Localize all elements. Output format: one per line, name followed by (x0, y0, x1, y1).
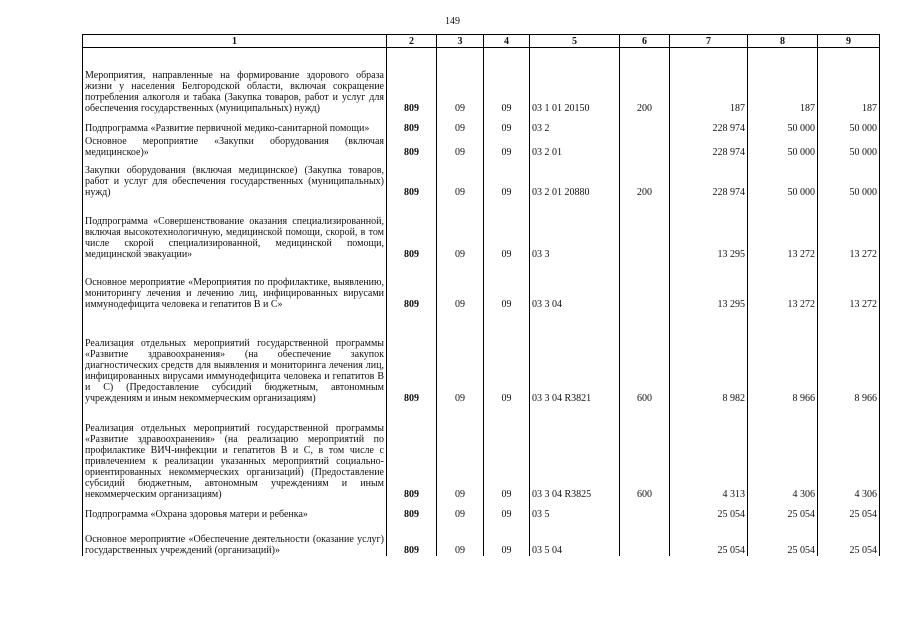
section-code: 09 (437, 122, 484, 134)
section-code: 09 (437, 134, 484, 158)
row-name: Основное мероприятие «Обеспечение деятельности (оказание услуг) государственных учреждений (организаций)» (83, 532, 387, 556)
table-row (83, 332, 880, 404)
column-header: 3 (437, 35, 484, 48)
admin-code: 809 (387, 134, 437, 158)
expense-type (620, 500, 670, 520)
admin-code: 809 (387, 212, 437, 260)
header-row (83, 35, 880, 48)
target-code: 03 5 (530, 500, 620, 520)
amount-year-1: 13 295 (670, 212, 748, 260)
section-code: 09 (437, 212, 484, 260)
column-header: 2 (387, 35, 437, 48)
section-code: 09 (437, 56, 484, 114)
section-code: 09 (437, 532, 484, 556)
amount-year-2: 50 000 (748, 158, 818, 198)
amount-year-2: 50 000 (748, 122, 818, 134)
admin-code: 809 (387, 332, 437, 404)
column-header: 5 (530, 35, 620, 48)
target-code: 03 2 (530, 122, 620, 134)
page-number: 149 (445, 16, 460, 27)
column-header: 7 (670, 35, 748, 48)
column-header: 4 (484, 35, 530, 48)
table-row (83, 158, 880, 198)
subsection-code: 09 (484, 56, 530, 114)
admin-code: 809 (387, 122, 437, 134)
amount-year-2: 13 272 (748, 274, 818, 310)
column-header: 8 (748, 35, 818, 48)
column-header: 6 (620, 35, 670, 48)
amount-year-3: 13 272 (818, 212, 880, 260)
amount-year-3: 13 272 (818, 274, 880, 310)
row-name: Подпрограмма «Развитие первичной медико-санитарной помощи» (83, 122, 387, 134)
amount-year-1: 187 (670, 56, 748, 114)
section-code: 09 (437, 500, 484, 520)
amount-year-2: 8 966 (748, 332, 818, 404)
target-code: 03 2 01 (530, 134, 620, 158)
admin-code: 809 (387, 56, 437, 114)
subsection-code: 09 (484, 274, 530, 310)
expense-type (620, 134, 670, 158)
target-code: 03 3 04 R3825 (530, 416, 620, 500)
section-code: 09 (437, 332, 484, 404)
target-code: 03 5 04 (530, 532, 620, 556)
expense-type: 200 (620, 56, 670, 114)
amount-year-1: 228 974 (670, 158, 748, 198)
admin-code: 809 (387, 416, 437, 500)
expense-type (620, 274, 670, 310)
amount-year-2: 50 000 (748, 134, 818, 158)
column-header: 9 (818, 35, 880, 48)
section-code: 09 (437, 416, 484, 500)
table-row (83, 134, 880, 158)
amount-year-1: 25 054 (670, 500, 748, 520)
section-code: 09 (437, 274, 484, 310)
expense-type: 600 (620, 332, 670, 404)
amount-year-3: 8 966 (818, 332, 880, 404)
amount-year-1: 228 974 (670, 122, 748, 134)
target-code: 03 3 (530, 212, 620, 260)
row-name: Основное мероприятие «Закупки оборудования (включая медицинское)» (83, 134, 387, 158)
row-name: Основное мероприятие «Мероприятия по профилактике, выявлению, мониторингу лечения и лечению лиц, инфицированных вирусами иммунодефицита человека и гепатитов В и С» (83, 274, 387, 310)
subsection-code: 09 (484, 134, 530, 158)
row-name: Реализация отдельных мероприятий государственной программы «Развитие здравоохранения» (на обеспечение закупок диагностических средств для выявления и мониторинга лечения лиц, инфицированных вирусами иммунодефицита человека и гепатитов В и С) (Предоставление субсидий бюджетным, автономным учреждениям и иным некоммерческим организациям) (83, 332, 387, 404)
budget-table (82, 34, 880, 556)
table-row (83, 500, 880, 520)
row-name: Подпрограмма «Совершенствование оказания специализированной, включая высокотехнологичную, медицинской помощи, скорой, в том числе скорой специализированной, медицинской помощи, медицинской эвакуации» (83, 212, 387, 260)
table-row (83, 56, 880, 114)
admin-code: 809 (387, 500, 437, 520)
target-code: 03 2 01 20880 (530, 158, 620, 198)
amount-year-2: 25 054 (748, 532, 818, 556)
target-code: 03 3 04 (530, 274, 620, 310)
subsection-code: 09 (484, 122, 530, 134)
amount-year-2: 4 306 (748, 416, 818, 500)
row-name: Мероприятия, направленные на формирование здорового образа жизни у населения Белгородской области, включая сокращение потребления алкоголя и табака (Закупка товаров, работ и услуг для обеспечения государственных (муниципальных) нужд) (83, 56, 387, 114)
table-row (83, 212, 880, 260)
amount-year-3: 187 (818, 56, 880, 114)
table-row (83, 274, 880, 310)
amount-year-3: 50 000 (818, 158, 880, 198)
amount-year-3: 50 000 (818, 122, 880, 134)
amount-year-1: 4 313 (670, 416, 748, 500)
expense-type: 200 (620, 158, 670, 198)
row-name: Закупки оборудования (включая медицинское) (Закупка товаров, работ и услуг для обеспечения государственных (муниципальных) нужд) (83, 158, 387, 198)
table-row (83, 532, 880, 556)
subsection-code: 09 (484, 158, 530, 198)
row-name: Реализация отдельных мероприятий государственной программы «Развитие здравоохранения» (на реализацию мероприятий по профилактике ВИЧ-инфекции и гепатитов В и С, в том числе с привлечением к реализации указанных мероприятий социально-ориентированных некоммерческих организаций) (Предоставление субсидий бюджетным, автономным учреждениям и иным некоммерческим организациям) (83, 416, 387, 500)
expense-type: 600 (620, 416, 670, 500)
amount-year-1: 25 054 (670, 532, 748, 556)
admin-code: 809 (387, 158, 437, 198)
expense-type (620, 122, 670, 134)
admin-code: 809 (387, 532, 437, 556)
admin-code: 809 (387, 274, 437, 310)
subsection-code: 09 (484, 500, 530, 520)
amount-year-1: 13 295 (670, 274, 748, 310)
subsection-code: 09 (484, 332, 530, 404)
target-code: 03 1 01 20150 (530, 56, 620, 114)
amount-year-1: 8 982 (670, 332, 748, 404)
amount-year-2: 25 054 (748, 500, 818, 520)
expense-type (620, 532, 670, 556)
amount-year-2: 13 272 (748, 212, 818, 260)
subsection-code: 09 (484, 532, 530, 556)
target-code: 03 3 04 R3821 (530, 332, 620, 404)
amount-year-3: 25 054 (818, 532, 880, 556)
amount-year-2: 187 (748, 56, 818, 114)
subsection-code: 09 (484, 212, 530, 260)
table-row (83, 416, 880, 500)
column-header: 1 (83, 35, 387, 48)
section-code: 09 (437, 158, 484, 198)
amount-year-3: 25 054 (818, 500, 880, 520)
amount-year-3: 50 000 (818, 134, 880, 158)
amount-year-3: 4 306 (818, 416, 880, 500)
row-name: Подпрограмма «Охрана здоровья матери и ребенка» (83, 500, 387, 520)
expense-type (620, 212, 670, 260)
subsection-code: 09 (484, 416, 530, 500)
table-row (83, 122, 880, 134)
amount-year-1: 228 974 (670, 134, 748, 158)
